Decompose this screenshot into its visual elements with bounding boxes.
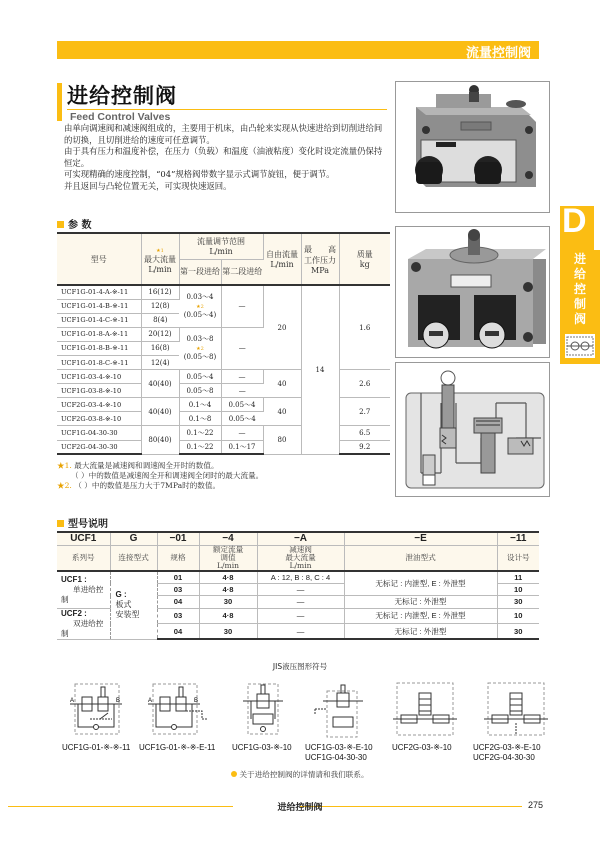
heading-square-icon xyxy=(57,520,64,527)
note-line xyxy=(57,471,263,481)
jis-symbol-2 xyxy=(148,679,212,743)
series-name: 双进给控制 xyxy=(61,618,104,638)
cell-size: 03 xyxy=(157,583,199,595)
hydraulic-symbol-icon xyxy=(70,679,122,739)
code-connection: G xyxy=(110,532,157,545)
note-line xyxy=(57,481,263,491)
col-max-flow xyxy=(141,233,179,285)
cell-decel: A : 12, B : 8, C : 4 xyxy=(257,571,344,583)
cell-series xyxy=(57,571,110,608)
col-mass-label: 质量 xyxy=(356,250,373,259)
col-pressure-label2: 工作压力 xyxy=(304,255,336,265)
cell-design: 11 xyxy=(497,571,539,583)
cell-model: UCF2G-04-30-30 xyxy=(57,440,141,454)
col-max-flow-label: 最大流量 xyxy=(144,254,176,264)
cell-model: UCF1G-01-8-B-※-11 xyxy=(57,341,141,355)
cell-decel: — xyxy=(257,596,344,608)
cell-design: 10 xyxy=(497,583,539,595)
label-connection: 连接型式 xyxy=(110,545,157,571)
page-subtitle: Feed Control Valves xyxy=(70,111,171,123)
col-model: 型号 xyxy=(57,233,141,285)
table-row xyxy=(57,285,390,299)
cell-decel: — xyxy=(257,583,344,595)
description-paragraph: 并且返回与凸轮位置无关，可实现快速返回。 xyxy=(64,180,232,191)
model-code-table xyxy=(57,531,539,640)
note-star-icon: ★1 xyxy=(156,247,164,254)
cell-stage2: 0.05～4 xyxy=(221,412,263,426)
cell-stage1: 0.1～22 xyxy=(179,426,221,440)
cell-flow: 30 xyxy=(199,624,257,640)
table-row xyxy=(57,398,390,412)
section-header-bar xyxy=(57,41,539,59)
product-photo-ucf1 xyxy=(395,81,550,213)
cell-model: UCF2G-03-8-※-10 xyxy=(57,412,141,426)
cell-decel: — xyxy=(257,608,344,623)
cell-free-flow: 20 xyxy=(263,285,301,370)
cell-free-flow: 80 xyxy=(263,426,301,454)
cell-model: UCF1G-01-4-A-※-11 xyxy=(57,285,141,299)
jis-label-4b: UCF1G-04-30-30 xyxy=(305,753,367,762)
page-title: 进给控制阀 xyxy=(67,84,177,108)
col-max-pressure xyxy=(301,233,339,285)
model-code-heading-text: 型号说明 xyxy=(68,519,108,530)
description xyxy=(64,123,389,192)
col-range-label: 流量调节范围 xyxy=(197,237,245,247)
hydraulic-symbol-icon xyxy=(148,679,212,739)
col-pressure-unit: MPa xyxy=(311,265,329,275)
label-decel-1: 减速阀 xyxy=(289,544,312,554)
jis-label-5: UCF2G-03-※-10 xyxy=(392,743,452,752)
cell-stage2: — xyxy=(221,285,263,327)
cell-model: UCF1G-01-4-B-※-11 xyxy=(57,299,141,313)
cell-size: 01 xyxy=(157,571,199,583)
col-pressure-label1: 最 高 xyxy=(304,244,336,254)
note-text: 最大流量是减速阀和调速阀全开时的数值。 xyxy=(74,461,219,470)
contact-text: 关于进给控制阀的详情请和我们联系。 xyxy=(239,770,369,779)
cell-stage1: 0.05～8 xyxy=(179,384,221,398)
cell-size: 03 xyxy=(157,608,199,623)
note-text: （ ）中的数值是压力大于7MPa时的数值。 xyxy=(74,481,221,490)
table-row xyxy=(57,370,390,384)
col-mass xyxy=(339,233,390,285)
cell-mass: 9.2 xyxy=(339,440,390,454)
cell-size: 04 xyxy=(157,596,199,608)
cell-model: UCF1G-03-8-※-10 xyxy=(57,384,141,398)
cell-stage2: 0.1～17 xyxy=(221,440,263,454)
cell-mass: 6.5 xyxy=(339,426,390,440)
cell-flow: 4·8 xyxy=(199,583,257,595)
cell-size: 04 xyxy=(157,624,199,640)
series-code: UCF1 : xyxy=(61,574,87,584)
cell-flow: 30 xyxy=(199,596,257,608)
description-paragraph: 由单向调速阀和减速阀组成的，主要用于机床，由凸轮来实现从快速进给到切削进给间的切换，且切削进给的速度可任意调节。 xyxy=(64,123,383,145)
cell-stage1 xyxy=(179,327,221,369)
table-row xyxy=(57,440,390,454)
chapter-tab xyxy=(560,202,600,364)
cell-model: UCF1G-03-4-※-10 xyxy=(57,370,141,384)
table-row xyxy=(57,571,539,583)
cell-drain: 无标记 : 内泄型, E : 外泄型 xyxy=(344,608,497,623)
note-star-icon: ★2 xyxy=(196,304,204,311)
cell-max-flow: 8(4) xyxy=(141,313,179,327)
code-flow: −4 xyxy=(199,532,257,545)
tab-notch xyxy=(594,206,600,250)
label-rated-flow xyxy=(199,545,257,571)
code-decel: −A xyxy=(257,532,344,545)
jis-symbol-3 xyxy=(243,679,283,743)
cell-max-flow: 40(40) xyxy=(141,398,179,426)
valve-image-icon xyxy=(396,227,550,358)
description-paragraph: 可实现精确的速度控制，“04”规格阀带数字显示式调节旋钮，便于调节。 xyxy=(64,169,335,179)
cell-max-flow: 80(40) xyxy=(141,426,179,454)
svg-text:A: A xyxy=(148,698,153,704)
series-name: 单进给控制 xyxy=(61,584,104,604)
note-mark: ★2. xyxy=(57,481,72,490)
jis-title: JIS液压图形符号 xyxy=(272,662,328,671)
jis-symbol-5 xyxy=(393,679,457,743)
cell-stage2: 0.05～4 xyxy=(221,398,263,412)
cell-stage1: 0.1～22 xyxy=(179,440,221,454)
footer-title: 进给控制阀 xyxy=(277,803,323,813)
bullet-dot-icon xyxy=(231,771,237,777)
params-heading-text: 参 数 xyxy=(68,220,92,231)
label-size: 规格 xyxy=(157,545,199,571)
col-stage2: 第二段进给 xyxy=(221,259,263,285)
cell-model: UCF2G-03-4-※-10 xyxy=(57,398,141,412)
cell-free-flow: 40 xyxy=(263,370,301,398)
cell-mass: 2.6 xyxy=(339,370,390,398)
col-range xyxy=(179,233,263,259)
cell-model: UCF1G-01-8-A-※-11 xyxy=(57,327,141,341)
hydraulic-symbol-icon xyxy=(243,679,283,739)
table-row xyxy=(57,426,390,440)
cell-series xyxy=(57,608,110,639)
hydraulic-symbol-icon xyxy=(484,679,548,739)
stage1-value: 0.03～8 xyxy=(186,335,214,344)
params-notes xyxy=(57,461,263,491)
jis-symbol-1 xyxy=(70,679,122,743)
jis-label-6a: UCF2G-03-※-E-10 xyxy=(473,743,541,752)
connection-code: G : xyxy=(115,590,127,600)
label-rated-flow-1: 额定流量 xyxy=(212,544,244,554)
label-decel-unit: L/min xyxy=(289,560,312,570)
hydraulic-symbol-icon xyxy=(313,679,363,739)
note-star-icon: ★2 xyxy=(196,346,204,353)
cell-drain: 无标记 : 外泄型 xyxy=(344,596,497,608)
cell-flow: 4·8 xyxy=(199,608,257,623)
connection-line2: 安装型 xyxy=(115,610,140,620)
cutaway-diagram xyxy=(395,362,550,497)
code-design: −11 xyxy=(497,532,539,545)
label-decel xyxy=(257,545,344,571)
title-divider xyxy=(67,109,387,110)
valve-section-icon xyxy=(396,363,550,497)
series-code: UCF2 : xyxy=(61,608,87,618)
stage1-value: 0.03～4 xyxy=(186,293,214,302)
cell-max-flow: 40(40) xyxy=(141,370,179,398)
hydraulic-symbol-icon xyxy=(393,679,457,739)
jis-label-2: UCF1G-01-※-※-E-11 xyxy=(139,743,216,752)
cell-mass: 1.6 xyxy=(339,285,390,370)
jis-label-6b: UCF2G-04-30-30 xyxy=(473,753,535,762)
code-size: −01 xyxy=(157,532,199,545)
chapter-letter: D xyxy=(562,202,587,240)
cell-model: UCF1G-01-8-C-※-11 xyxy=(57,355,141,369)
col-free-flow-unit: L/min xyxy=(270,260,294,269)
cell-stage1: 0.05～4 xyxy=(179,370,221,384)
cell-model: UCF1G-01-4-C-※-11 xyxy=(57,313,141,327)
col-free-flow xyxy=(263,233,301,285)
label-decel-2: 最大流量 xyxy=(285,552,316,562)
cell-stage1 xyxy=(179,285,221,327)
label-design: 设计号 xyxy=(497,545,539,571)
col-mass-unit: kg xyxy=(359,260,370,269)
col-max-flow-unit: L/min xyxy=(148,264,172,274)
cell-stage2: — xyxy=(221,370,263,384)
col-range-unit: L/min xyxy=(209,247,233,257)
cell-drain: 无标记 : 外泄型 xyxy=(344,624,497,640)
params-table xyxy=(57,232,390,455)
valve-image-icon xyxy=(396,82,550,213)
jis-symbol-4 xyxy=(313,679,363,743)
cell-max-flow: 16(8) xyxy=(141,341,179,355)
cell-max-flow: 12(8) xyxy=(141,299,179,313)
jis-label-4 xyxy=(305,743,373,763)
contact-note xyxy=(0,769,600,780)
jis-symbol-6 xyxy=(484,679,548,743)
cell-stage2: — xyxy=(221,426,263,440)
cell-free-flow: 40 xyxy=(263,398,301,426)
label-series: 系列号 xyxy=(57,545,110,571)
stage1-value-high: (0.05～8) xyxy=(183,353,217,362)
cell-drain: 无标记 : 内泄型, E : 外泄型 xyxy=(344,571,497,596)
cell-model: UCF1G-04-30-30 xyxy=(57,426,141,440)
cell-flow: 4·8 xyxy=(199,571,257,583)
cell-stage2: — xyxy=(221,327,263,369)
note-line xyxy=(57,461,263,471)
cell-max-flow: 20(12) xyxy=(141,327,179,341)
cell-connection xyxy=(110,571,157,639)
cell-stage1: 0.1～4 xyxy=(179,398,221,412)
jis-label-4a: UCF1G-03-※-E-10 xyxy=(305,743,373,752)
note-mark: ★1. xyxy=(57,461,72,470)
chapter-symbol-icon xyxy=(565,334,595,358)
label-rated-flow-2: 调值 xyxy=(220,552,236,562)
cell-design: 30 xyxy=(497,624,539,640)
jis-label-3: UCF1G-03-※-10 xyxy=(232,743,292,752)
connection-line1: 板式 xyxy=(115,600,132,610)
col-free-flow-label: 自由流量 xyxy=(266,250,298,259)
cell-design: 30 xyxy=(497,596,539,608)
label-drain: 泄油型式 xyxy=(344,545,497,571)
note-text: （ ）中的数值是减速阀全开和调速阀全闭时的最大流量。 xyxy=(71,471,264,480)
jis-label-6 xyxy=(473,743,541,763)
svg-text:B: B xyxy=(116,698,121,704)
description-paragraph: 由于具有压力和温度补偿，在压力（负载）和温度（油液粘度）变化时设定流量仍保持恒定。 xyxy=(64,146,383,168)
label-rated-flow-unit: L/min xyxy=(216,560,240,570)
chapter-label: 进给控制阀 xyxy=(573,252,586,326)
model-code-heading xyxy=(57,515,108,530)
cell-stage2: — xyxy=(221,384,263,398)
stage1-value-high: (0.05～4) xyxy=(183,311,217,320)
cell-mass: 2.7 xyxy=(339,398,390,426)
page-number: 275 xyxy=(528,800,544,810)
params-heading xyxy=(57,216,91,231)
svg-text:A: A xyxy=(70,698,75,704)
cell-stage1: 0.1～8 xyxy=(179,412,221,426)
col-stage1: 第一段进给 xyxy=(179,259,221,285)
cell-max-flow: 12(4) xyxy=(141,355,179,369)
heading-square-icon xyxy=(57,221,64,228)
code-drain: −E xyxy=(344,532,497,545)
code-series: UCF1 xyxy=(57,532,110,545)
title-accent-bar xyxy=(57,83,62,121)
cell-max-flow: 16(12) xyxy=(141,285,179,299)
cell-max-pressure: 14 xyxy=(301,285,339,454)
cell-design: 10 xyxy=(497,608,539,623)
svg-text:B: B xyxy=(194,698,199,704)
jis-label-1: UCF1G-01-※-※-11 xyxy=(62,743,131,752)
cell-decel: — xyxy=(257,624,344,640)
section-title: 流量控制阀 xyxy=(465,46,531,61)
product-photo-ucf2 xyxy=(395,226,550,358)
